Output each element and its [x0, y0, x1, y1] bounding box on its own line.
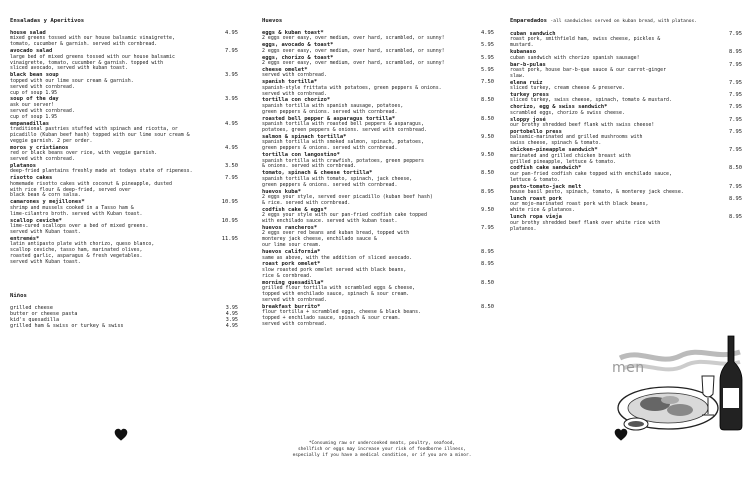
- menu-item-name: portobello press: [510, 129, 562, 135]
- menu-item-name: huevos rancheros*: [262, 225, 318, 231]
- menu-item: [510, 147, 742, 165]
- menu-item-description: [10, 55, 238, 73]
- menu-item-price: 3.95: [225, 304, 238, 311]
- menu-item-price: 7.95: [729, 31, 742, 37]
- description-line: sliced avocado, served with kuban toast.: [10, 65, 128, 72]
- menu-item-price: 7.95: [729, 104, 742, 111]
- menu-item-name: huevos california*: [262, 249, 321, 256]
- menu-item-description: [10, 242, 238, 266]
- description-line: sliced turkey, swiss cheese, spinach, tomato & mustard.: [510, 97, 672, 104]
- menu-item-name: cuban sandwich: [510, 31, 556, 37]
- description-line: served with Kuban toast.: [10, 258, 81, 265]
- menu-item-name: empanadillas: [10, 120, 49, 127]
- appetizers-column: [10, 18, 238, 330]
- menu-item-price: 8.95: [481, 261, 494, 268]
- description-line: with enchilado sauce. served with kuban toast.: [262, 218, 398, 225]
- menu-item: [262, 152, 494, 170]
- menu-item-price: 5.95: [481, 54, 494, 61]
- menu-item-description: [510, 68, 742, 80]
- menu-item-name: house salad: [10, 30, 46, 36]
- disclaimer-line: *Consuming raw or undercooked meats, poultry, seafood,: [308, 441, 456, 446]
- description-line: grilled pineapple, lettuce & tomato.: [510, 158, 616, 165]
- menu-item-price: 11.95: [221, 235, 238, 242]
- menu-item-price: 7.95: [225, 175, 238, 182]
- menu-item-name: codfish cake sandwich*: [510, 165, 582, 172]
- menu-item-description: [262, 310, 494, 328]
- description-line: picadillo (Kuban beef hash) topped with our lime sour cream &: [10, 131, 190, 138]
- description-line: our mojo-marinated roast pork with black beans,: [510, 201, 649, 208]
- description-line: served with cornbread.: [262, 72, 327, 79]
- menu-item-price: 9.50: [481, 152, 494, 159]
- menu-item-price: 9.50: [481, 133, 494, 140]
- menu-item-price: 4.95: [225, 311, 238, 318]
- menu-item: [262, 261, 494, 279]
- description-line: platanos.: [510, 225, 537, 232]
- menu-item-description: [262, 159, 494, 171]
- menu-item: [10, 121, 238, 145]
- menu-item-description: [262, 86, 494, 98]
- menu-item-name: black bean soup: [10, 72, 59, 79]
- menu-item-name: salmon & spinach tortilla*: [262, 133, 347, 140]
- menu-item: [262, 55, 494, 67]
- menu-item: [510, 129, 742, 147]
- menu-item-name: roast pork omelet*: [262, 261, 321, 268]
- menu-item: [510, 49, 742, 61]
- description-line: tomato, cucumber & garnish. served with cornbread.: [10, 41, 158, 48]
- menu-item-price: 8.50: [729, 165, 742, 172]
- description-line: white rice & platanos.: [510, 207, 575, 214]
- menu-item: [10, 199, 238, 217]
- description-line: homemade risotto cakes with coconut & pineapple, dusted: [10, 180, 172, 187]
- disclaimer-line: especially if you have a medical condition, or if you are a minor.: [292, 452, 472, 458]
- menu-item-price: 4.95: [225, 30, 238, 36]
- menu-item-description: [10, 127, 238, 145]
- description-line: marinated and grilled chicken breast with: [510, 152, 631, 159]
- description-line: house basil pesto, spinach, tomato, & monterey jack cheese.: [510, 189, 684, 196]
- sandwiches-heading: [510, 18, 742, 25]
- description-line: black bean & corn salsa.: [10, 192, 81, 199]
- menu-item: [262, 249, 494, 261]
- menu-item-price: 7.95: [729, 183, 742, 190]
- description-line: & rice. served with cornbread.: [262, 199, 351, 206]
- menu-item: [10, 72, 238, 96]
- menu-item-name: grilled ham & swiss or turkey & swiss: [10, 323, 124, 330]
- description-line: swiss cheese, spinach & tomato.: [510, 140, 602, 147]
- menu-item-name: moros y cristianos: [10, 144, 69, 151]
- menu-item: [10, 145, 238, 163]
- description-line: our pan-fried codfish cake topped with enchilado sauce,: [510, 170, 672, 177]
- menu-item: [10, 48, 238, 72]
- menu-item-description: [10, 79, 238, 97]
- menu-item-name: elena ruiz: [510, 79, 543, 86]
- menu-item-name: lunch ropa vieja: [510, 214, 562, 221]
- description-line: spanish tortilla with smoked salmon, spinach, potatoes,: [262, 139, 424, 146]
- kids-section: [10, 293, 238, 330]
- menu-item: [10, 30, 238, 48]
- menu-item-price: 4.95: [225, 144, 238, 151]
- menu-item-price: 4.95: [481, 30, 494, 36]
- menu-item-name: grilled cheese: [10, 304, 53, 311]
- description-line: served with cornbread.: [262, 90, 327, 97]
- menu-item-price: 7.95: [729, 116, 742, 123]
- menu-item-name: eggs & kuban toast*: [262, 30, 324, 36]
- menu-item: [262, 280, 494, 304]
- menu-item-name: sloppy josé: [510, 116, 546, 123]
- menu-item: [510, 196, 742, 214]
- sandwiches-note: -all sandwiches served on kuban bread, with platanos.: [550, 19, 698, 24]
- description-line: topped + enchilado sauce, spinach & sour cream.: [262, 315, 401, 322]
- menu-item-price: 8.95: [481, 249, 494, 256]
- kids-list: [10, 305, 238, 330]
- menu-item-price: 5.95: [481, 66, 494, 73]
- description-line: scrambled eggs, chorizo & swiss cheese.: [510, 109, 625, 116]
- description-line: latin antipasto plate with chorizo, queso blanco,: [10, 241, 155, 248]
- menu-item-description: [262, 195, 494, 207]
- menu-item-name: spanish tortilla*: [262, 79, 318, 86]
- menu-item: [262, 79, 494, 97]
- description-line: potatoes, green peppers & onions. served with cornbread.: [262, 127, 427, 133]
- description-line: spanish-style frittata with potatoes, green peppers & onions.: [262, 84, 442, 91]
- description-line: lettuce & tomato.: [510, 176, 561, 183]
- menu-item-name: tomato, spinach & cheese tortilla*: [262, 170, 373, 177]
- menu-item-description: [262, 231, 494, 249]
- menu-item-price: 3.95: [225, 96, 238, 103]
- description-line: served with cornbread.: [10, 107, 75, 114]
- menu-item-name: tortilla con langostino*: [262, 152, 340, 159]
- description-line: served with cornbread.: [262, 296, 327, 303]
- description-line: 2 eggs your style with our pan-fried codfish cake topped: [262, 212, 427, 219]
- description-line: spanish tortilla with spanish sausage, potatoes,: [262, 102, 404, 109]
- menu-item-price: 8.50: [481, 170, 494, 177]
- menu-item-description: [262, 122, 494, 134]
- menu-item-description: [262, 104, 494, 116]
- description-line: served with cornbread.: [10, 156, 75, 163]
- description-line: slow roasted pork omelet served with black beans,: [262, 266, 407, 273]
- description-line: green peppers & onions. served with cornbread.: [262, 145, 398, 152]
- menu-item-description: [10, 103, 238, 121]
- description-line: topped with enchilado sauce, spinach & sour cream.: [262, 290, 410, 297]
- menu-item-description: [10, 182, 238, 200]
- menu-item: [262, 134, 494, 152]
- description-line: mustard.: [510, 42, 534, 49]
- menu-item-price: 7.95: [729, 147, 742, 154]
- menu-item-description: [262, 286, 494, 304]
- description-line: same as above, with the addition of sliced avocado.: [262, 254, 413, 261]
- menu-item-name: tortilla con chorizo*: [262, 97, 331, 104]
- menu-item-price: 9.50: [481, 206, 494, 213]
- disclaimer-line: shellfish or eggs may increase your risk of foodborne illness,: [298, 446, 466, 452]
- menu-item-name: risotto cakes: [10, 175, 53, 182]
- menu-item-price: 8.95: [729, 214, 742, 221]
- menu-item: [510, 184, 742, 196]
- menu-item-name: avocado salad: [10, 48, 53, 55]
- restaurant-logo: men: [612, 360, 645, 376]
- menu-item-name: kid's quesadilla: [10, 317, 60, 324]
- menu-item-price: 7.95: [225, 48, 238, 55]
- menu-item: [262, 170, 494, 188]
- menu-item: [262, 207, 494, 225]
- menu-item: [262, 304, 494, 328]
- menu-item: [262, 116, 494, 134]
- menu-item: [510, 92, 742, 104]
- menu-item-price: 8.50: [481, 303, 494, 310]
- menu-item-name: camarones y mejillones*: [10, 199, 85, 206]
- menu-item-price: 8.50: [481, 115, 494, 122]
- menu-item: [10, 163, 238, 175]
- description-line: scallop ceviche, tasso ham, marinated olives,: [10, 247, 143, 254]
- kids-menu-item: [10, 323, 238, 329]
- menu-item: [510, 31, 742, 49]
- description-line: spanish tortilla with tomato, spinach, jack cheese,: [262, 175, 413, 182]
- description-line: roast pork, house bar-b-que sauce & our carrot-ginger: [510, 66, 667, 73]
- menu-item-description: [510, 154, 742, 166]
- menu-item-price: 8.95: [729, 49, 742, 56]
- description-line: vinaigrette, tomato, cucumber & garnish. topped with: [10, 59, 164, 66]
- description-line: 2 eggs over easy, over medium, over hard, scrambled, or sunny!: [262, 60, 445, 67]
- sandwiches-title: Emparedados: [510, 18, 548, 24]
- menu-item: [10, 96, 238, 120]
- menu-item: [510, 104, 742, 116]
- menu-item: [510, 80, 742, 92]
- menu-item: [262, 30, 494, 42]
- description-line: cuban sandwich with chorizo spanish sausage!: [510, 54, 640, 61]
- description-line: lime-cilantro broth. served with Kuban toast.: [10, 210, 143, 217]
- description-line: & onions. served with cornbread.: [262, 163, 357, 170]
- description-line: our brothy shredded beef flank over white rice with: [510, 219, 661, 226]
- description-line: served with cornbread.: [262, 321, 327, 327]
- menu-item-name: platanos: [10, 162, 36, 169]
- menu-item-description: [510, 221, 742, 233]
- menu-item-description: [10, 224, 238, 236]
- menu-item: [510, 165, 742, 183]
- menu-item-name: chicken-pineapple sandwich*: [510, 147, 598, 154]
- description-line: mixed greens tossed with our house balsamic vinaigrette,: [10, 35, 175, 42]
- menu-item-description: [262, 177, 494, 189]
- description-line: cup of soup 1.95: [10, 89, 58, 96]
- menu-item-price: 8.95: [729, 195, 742, 202]
- menu-item-price: 7.50: [481, 79, 494, 86]
- menu-item-name: soup of the day: [10, 96, 59, 103]
- description-line: our lime sour cream.: [262, 242, 321, 249]
- description-line: cup of soup 1.95: [10, 113, 58, 120]
- menu-item-name: eggs, chorizo & toast*: [262, 54, 334, 61]
- menu-item-description: [510, 172, 742, 184]
- description-line: flour tortilla + scrambled eggs, cheese & black beans.: [262, 309, 421, 316]
- description-line: roasted garlic, asparagus & fresh vegetables.: [10, 253, 143, 260]
- menu-item-description: [10, 151, 238, 163]
- menu-item-name: scallop ceviche*: [10, 217, 62, 224]
- menu-item-price: 7.95: [481, 225, 494, 231]
- menu-item-name: breakfast burrito*: [262, 303, 321, 310]
- menu-item-name: kubanaso: [510, 49, 536, 56]
- menu-item: [10, 236, 238, 266]
- menu-item-description: [510, 37, 742, 49]
- menu-item: [262, 189, 494, 207]
- menu-item-price: 7.95: [729, 92, 742, 99]
- menu-item-name: butter or cheese pasta: [10, 311, 78, 318]
- description-line: sliced turkey, cream cheese & preserve.: [510, 85, 625, 92]
- description-line: traditional pastries stuffed with spinach and ricotta, or: [10, 126, 178, 132]
- menu-item: [262, 42, 494, 54]
- description-line: ask our server!: [10, 101, 55, 108]
- description-line: shrimp and mussels cooked in a Tasso ham &: [10, 204, 134, 211]
- food-illustration: [600, 318, 750, 438]
- menu-item: [510, 117, 742, 129]
- description-line: 2 eggs over easy, over medium, over hard, scrambled, or sunny!: [262, 35, 445, 42]
- menu-item-name: chorizo, egg & swiss sandwich*: [510, 104, 608, 111]
- menu-item-description: [510, 135, 742, 147]
- description-line: large bed of mixed greens tossed with our house balsamic: [10, 53, 175, 60]
- description-line: 2 eggs over easy, over medium, over hard, scrambled, or sunny!: [262, 47, 445, 54]
- menu-item-price: 7.95: [729, 79, 742, 86]
- menu-item-price: 7.95: [729, 129, 742, 135]
- menu-item-name: huevos kuba*: [262, 188, 301, 195]
- menu-item-price: 7.95: [729, 61, 742, 68]
- description-line: roast pork, smithfield ham, swiss cheese, pickles &: [510, 36, 661, 43]
- menu-item-name: turkey press: [510, 92, 549, 99]
- menu-item-name: morning quesadilla*: [262, 279, 324, 286]
- menu-item: [262, 67, 494, 79]
- description-line: 2 eggs over red beans and kuban bread, topped with: [262, 230, 410, 237]
- description-line: served with Kuban toast.: [10, 228, 81, 235]
- appetizers-heading: Ensaladas y Aperitivos: [10, 18, 85, 24]
- menu-item-description: [262, 140, 494, 152]
- food-safety-disclaimer: [292, 441, 472, 458]
- description-line: rice & cornbread.: [262, 272, 313, 279]
- menu-item-name: pesto-tomato-jack melt: [510, 183, 582, 190]
- menu-item-price: 4.95: [225, 323, 238, 330]
- menu-item-price: 3.95: [225, 72, 238, 79]
- description-line: slaw.: [510, 72, 525, 79]
- menu-item: [262, 225, 494, 249]
- menu-item: [10, 218, 238, 236]
- menu-item: [10, 175, 238, 199]
- menu-item-name: codfish cake & eggs*: [262, 206, 327, 213]
- description-line: our brothy shredded beef flank with swiss cheese!: [510, 122, 655, 129]
- description-line: deep-fried plantains freshly made at todays state of ripeness.: [10, 168, 193, 175]
- appetizers-list: [10, 30, 238, 266]
- description-line: veggie garnish. 2 per order.: [10, 137, 93, 144]
- menu-item-price: 10.95: [221, 199, 238, 206]
- description-line: lime-cured scallops over a bed of mixed greens.: [10, 223, 149, 229]
- heart-icon: [114, 428, 128, 442]
- description-line: monterey jack cheese, enchilado sauce &: [262, 236, 377, 243]
- menu-item-description: [262, 268, 494, 280]
- menu-item-name: cheese omelet*: [262, 66, 308, 73]
- description-line: balsamic-marinated and grilled mushrooms with: [510, 134, 643, 141]
- eggs-heading: Huevos: [262, 18, 283, 24]
- menu-item: [262, 97, 494, 115]
- menu-item-price: 8.50: [481, 97, 494, 104]
- menu-item-description: [262, 213, 494, 225]
- menu-item-name: bar-b-pulas: [510, 61, 546, 68]
- menu-item: [510, 62, 742, 80]
- description-line: spanish tortilla with roasted bell peppers & asparagus,: [262, 121, 424, 128]
- description-line: topped with our lime sour cream & garnish.: [10, 77, 134, 84]
- menu-item-name: roasted bell pepper & asparagus tortilla*: [262, 115, 396, 122]
- description-line: red or black beans over rice, with veggie garnish.: [10, 150, 158, 157]
- eggs-column: [262, 18, 494, 328]
- menu-item-name: lunch roast pork: [510, 195, 562, 202]
- menu-item-description: [510, 202, 742, 214]
- menu-item-price: 5.95: [481, 42, 494, 49]
- kids-heading: Niños: [10, 292, 27, 299]
- menu-item-description: [10, 36, 238, 48]
- menu-item-description: [10, 206, 238, 218]
- description-line: green peppers & onions. served with cornbread.: [262, 108, 398, 115]
- menu-item-price: 8.95: [481, 188, 494, 195]
- menu-item: [510, 214, 742, 232]
- description-line: 2 eggs your style, served over picadillo (kuban beef hash): [262, 193, 433, 200]
- description-line: served with cornbread.: [10, 83, 75, 90]
- description-line: with rice flour & deep-fried, served over: [10, 186, 131, 193]
- description-line: green peppers & onions. served with cornbread.: [262, 181, 398, 188]
- description-line: grilled flour tortilla with scrambled eggs & cheese,: [262, 285, 416, 292]
- sandwiches-list: [510, 31, 742, 232]
- menu-item-price: 8.50: [481, 279, 494, 286]
- menu-item-name: entremés*: [10, 235, 40, 242]
- menu-item-name: eggs, avocado & toast*: [262, 42, 334, 49]
- menu-item-price: 3.50: [225, 162, 238, 169]
- eggs-list: [262, 30, 494, 328]
- description-line: spanish tortilla with crawfish, potatoes, green peppers: [262, 157, 424, 164]
- menu-item-price: 4.95: [225, 120, 238, 127]
- menu-item-price: 3.95: [225, 317, 238, 324]
- sandwiches-column: [510, 18, 742, 232]
- menu-item-price: 10.95: [221, 217, 238, 224]
